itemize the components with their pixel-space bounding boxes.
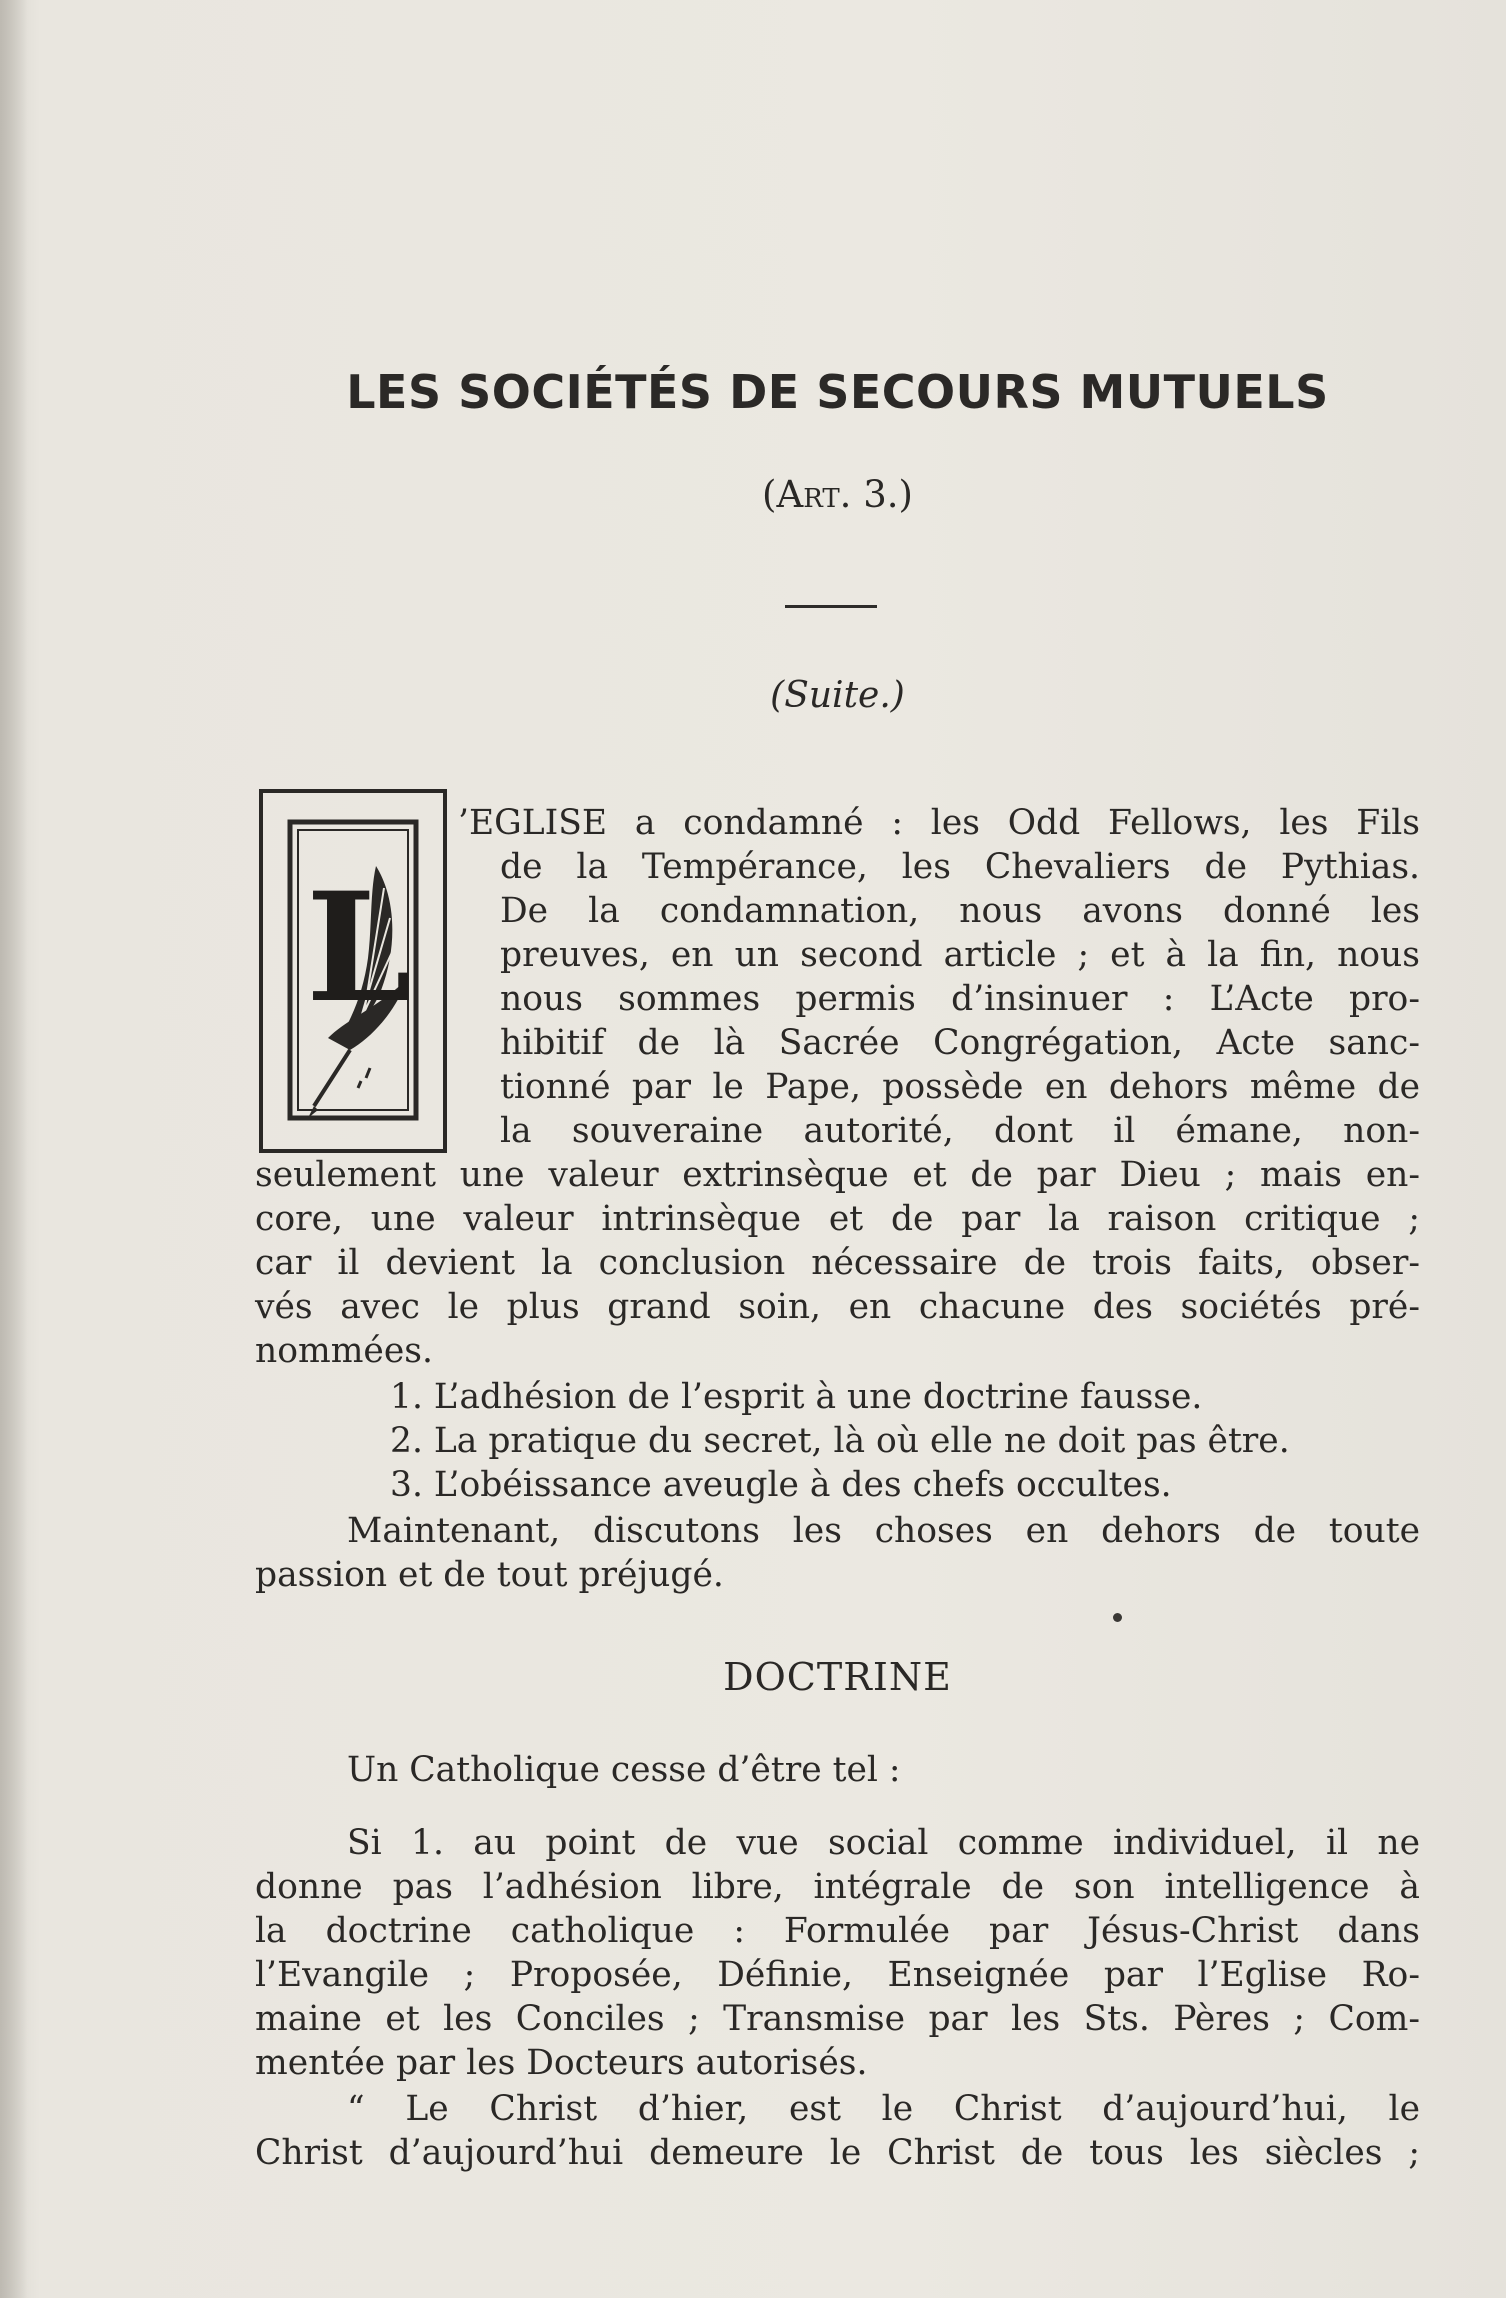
text-line: De la condamnation, nous avons donné les (500, 891, 1420, 931)
page-title: LES SOCIÉTÉS DE SECOURS MUTUELS (346, 365, 1329, 419)
text-line: Maintenant, discutons les choses en dehors de toute (347, 1511, 1420, 1551)
text-line: nous sommes permis d’insinuer : L’Acte pro- (500, 979, 1420, 1019)
text-line: tionné par le Pape, possède en dehors même de (500, 1067, 1420, 1107)
gutter-shadow (0, 0, 28, 2298)
text-line: l’Evangile ; Proposée, Définie, Enseignée par l’Eglise Ro- (255, 1955, 1420, 1995)
text-line: preuves, en un second article ; et à la fin, nous (500, 935, 1420, 975)
text-line: car il devient la conclusion nécessaire de trois faits, obser- (255, 1243, 1420, 1283)
text-line: maine et les Conciles ; Transmise par les Sts. Pères ; Com- (255, 1999, 1420, 2039)
text-line: donne pas l’adhésion libre, intégrale de son intelligence à (255, 1867, 1420, 1907)
drop-cap-letter: L (306, 860, 412, 1036)
text-line: core, une valeur intrinsèque et de par la raison critique ; (255, 1199, 1420, 1239)
text-line: vés avec le plus grand soin, en chacune des sociétés pré- (255, 1287, 1420, 1327)
list-item: 3. L’obéissance aveugle à des chefs occultes. (390, 1465, 1172, 1505)
suite-label: (Suite.) (770, 675, 905, 716)
article-num: 3. (851, 473, 899, 516)
article-label: Art. (776, 473, 852, 516)
list-item: 2. La pratique du secret, là où elle ne doit pas être. (390, 1421, 1290, 1461)
article-number (255, 473, 1420, 516)
text-line: mentée par les Docteurs autorisés. (255, 2043, 868, 2083)
text-line: la souveraine autorité, dont il émane, non- (500, 1111, 1420, 1151)
text-line: nommées. (255, 1331, 433, 1371)
section-heading: DOCTRINE (723, 1655, 952, 1699)
ink-speck (1113, 1613, 1122, 1622)
text-line: de la Tempérance, les Chevaliers de Pythias. (500, 847, 1420, 887)
list-item: 1. L’adhésion de l’esprit à une doctrine fausse. (390, 1377, 1203, 1417)
text-line: hibitif de là Sacrée Congrégation, Acte sanc- (500, 1023, 1420, 1063)
drop-cap-ornament (258, 788, 448, 1158)
text-line: seulement une valeur extrinsèque et de par Dieu ; mais en- (255, 1155, 1420, 1195)
paragraph-catholique: Un Catholique cesse d’être tel : (347, 1750, 901, 1790)
text-line: “ Le Christ d’hier, est le Christ d’aujourd’hui, le (347, 2089, 1420, 2129)
text-line: la doctrine catholique : Formulée par Jésus-Christ dans (255, 1911, 1420, 1951)
title-divider (785, 605, 877, 608)
text-line: Christ d’aujourd’hui demeure le Christ de tous les siècles ; (255, 2133, 1420, 2173)
article-open-paren: ( (762, 473, 777, 516)
text-line: Si 1. au point de vue social comme individuel, il ne (347, 1823, 1420, 1863)
article-close-paren: ) (898, 473, 913, 516)
text-line: ’EGLISE a condamné : les Odd Fellows, les Fils (458, 803, 1420, 843)
text-line: passion et de tout préjugé. (255, 1555, 724, 1595)
